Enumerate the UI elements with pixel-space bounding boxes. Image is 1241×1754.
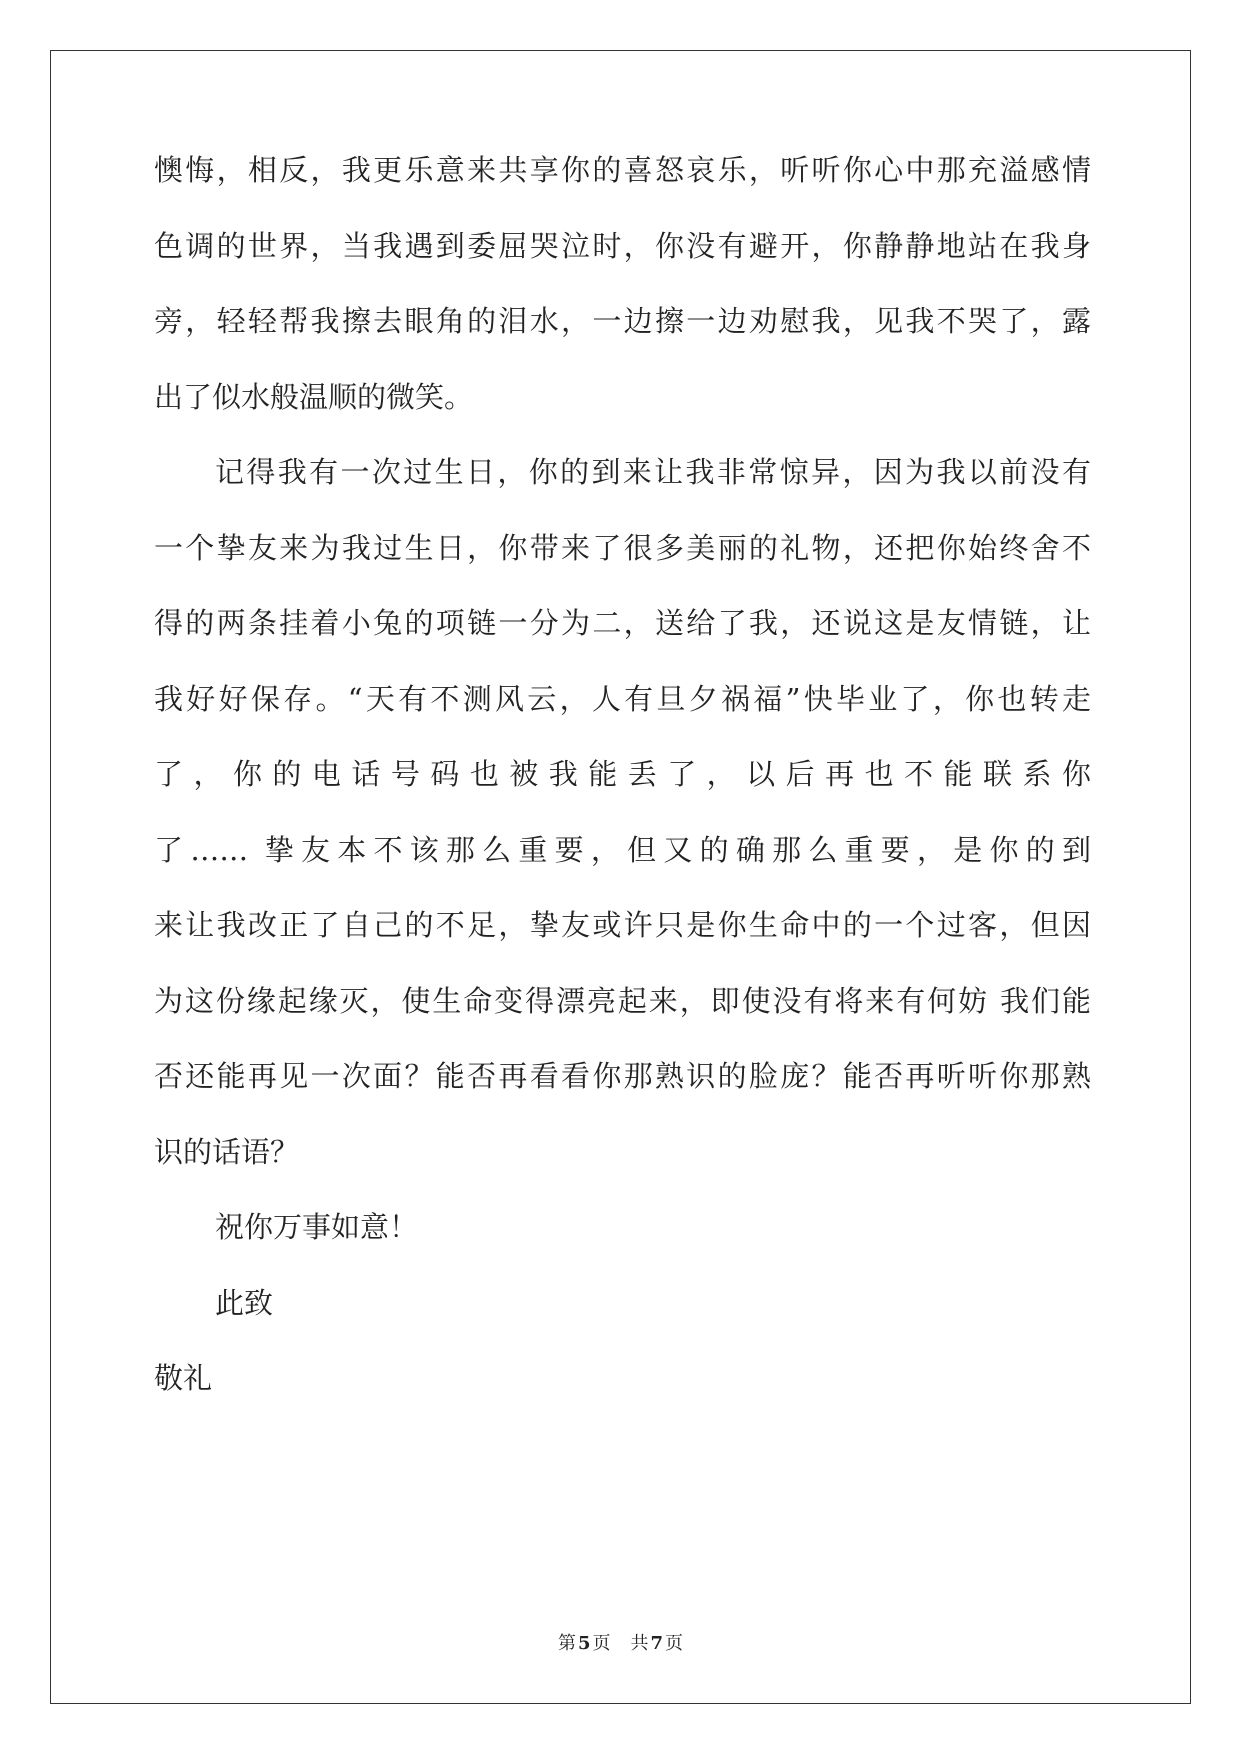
page-footer <box>0 1632 1241 1656</box>
page-current: 5 <box>577 1633 591 1654</box>
body-line-11: 来让我改正了自己的不足，挚友或许只是你生命中的一个过客，但因 <box>154 908 1091 942</box>
body-line-7: 得的两条挂着小兔的项链一分为二，送给了我，还说这是友情链，让 <box>154 606 1091 640</box>
body-line-3: 旁，轻轻帮我擦去眼角的泪水，一边擦一边劝慰我，见我不哭了，露 <box>154 304 1091 338</box>
body-line-12: 为这份缘起缘灭，使生命变得漂亮起来，即使没有将来有何妨 我们能 <box>154 984 1091 1018</box>
body-line-1: 懊悔，相反，我更乐意来共享你的喜怒哀乐，听听你心中那充溢感情 <box>154 153 1091 187</box>
body-line-14: 识的话语？ <box>154 1135 300 1169</box>
body-line-8: 我好好保存。“天有不测风云，人有旦夕祸福”快毕业了，你也转走 <box>154 682 1091 716</box>
closing-regards: 敬礼 <box>154 1361 213 1395</box>
page-prefix: 第 <box>557 1633 576 1654</box>
body-line-13: 否还能再见一次面？能否再看看你那熟识的脸庞？能否再听听你那熟 <box>154 1059 1091 1093</box>
body-line-4: 出了似水般温顺的微笑。 <box>154 380 474 414</box>
body-line-5: 记得我有一次过生日，你的到来让我非常惊异，因为我以前没有 <box>215 455 1091 489</box>
body-line-6: 一个挚友来为我过生日，你带来了很多美丽的礼物，还把你始终舍不 <box>154 531 1091 565</box>
closing-wish: 祝你万事如意！ <box>215 1210 419 1244</box>
page-suffix: 页 <box>592 1633 611 1654</box>
total-suffix: 页 <box>665 1633 684 1654</box>
body-line-2: 色调的世界，当我遇到委屈哭泣时，你没有避开，你静静地站在我身 <box>154 229 1091 263</box>
total-prefix: 共 <box>630 1633 649 1654</box>
body-line-9: 了，你的电话号码也被我能丢了，以后再也不能联系你 <box>154 757 1091 791</box>
page-total: 7 <box>650 1633 664 1654</box>
page-frame <box>50 50 1191 1704</box>
closing-salutation: 此致 <box>215 1286 274 1320</box>
body-line-10: 了‥‥‥ 挚友本不该那么重要，但又的确那么重要，是你的到 <box>154 833 1091 867</box>
